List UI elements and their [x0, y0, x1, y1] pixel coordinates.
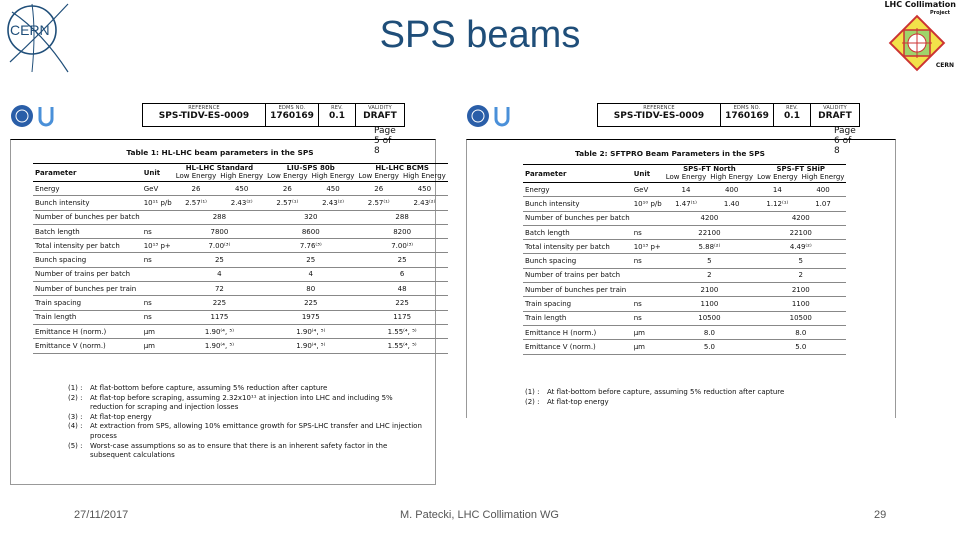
param-value: 1.55⁽⁴, ⁵⁾	[356, 339, 447, 353]
footnote-text: At flat-top energy	[547, 397, 609, 406]
param-value: 2	[755, 268, 846, 282]
table-row	[33, 239, 448, 253]
col-parameter: Parameter	[33, 164, 142, 182]
param-name: Emittance V (norm.)	[33, 339, 142, 353]
param-unit	[632, 268, 664, 282]
table-row	[33, 196, 448, 210]
footnote-text: At flat-bottom before capture, assuming 5% reduction after capture	[547, 388, 785, 396]
param-name: Total intensity per batch	[523, 240, 632, 254]
param-name: Bunch spacing	[33, 253, 142, 267]
param-value: 4	[174, 267, 265, 281]
param-unit: 10¹³ p+	[142, 239, 174, 253]
param-value: 400	[800, 183, 847, 197]
param-value: 4200	[755, 211, 846, 225]
table-row	[33, 339, 448, 353]
param-name: Emittance V (norm.)	[523, 340, 632, 354]
param-value: 1975	[265, 310, 356, 324]
footnote	[525, 398, 885, 408]
param-name: Number of trains per batch	[33, 267, 142, 281]
right-doc-page-number: Page 6 of 8	[834, 126, 856, 156]
slide-title: SPS beams	[379, 14, 581, 56]
param-value: 8600	[265, 224, 356, 238]
param-value: 25	[265, 253, 356, 267]
param-value: 450	[401, 182, 448, 196]
table-row	[33, 296, 448, 310]
param-name: Train length	[33, 310, 142, 324]
param-value: 26	[174, 182, 219, 196]
param-value: 48	[356, 282, 447, 296]
table-row	[33, 310, 448, 324]
param-value: 5.0	[664, 340, 755, 354]
col-high-energy: High Energy	[801, 173, 845, 181]
col-low-energy: Low Energy	[267, 172, 308, 180]
col-parameter: Parameter	[523, 165, 632, 183]
param-value: 1100	[755, 297, 846, 311]
col-group: SPS-FT North	[664, 165, 755, 174]
param-value: 450	[218, 182, 265, 196]
right-parameter-table	[523, 164, 846, 355]
table-row	[523, 311, 846, 325]
footnote-key: (4) :	[68, 422, 83, 431]
col-low-energy: Low Energy	[358, 172, 399, 180]
param-value: 1100	[664, 297, 755, 311]
param-value: 7.76⁽³⁾	[265, 239, 356, 253]
param-value: 7.00⁽³⁾	[174, 239, 265, 253]
footnote	[68, 422, 428, 441]
param-value: 4200	[664, 211, 755, 225]
footnote-key: (2) :	[525, 397, 540, 406]
footnote-text: At flat-bottom before capture, assuming 5% reduction after capture	[90, 384, 328, 392]
col-group: LIU-SPS 80b	[265, 164, 356, 173]
param-name: Batch length	[523, 225, 632, 239]
footnote	[68, 413, 428, 423]
footnote-text: At flat-top before scraping, assuming 2.32x10¹¹ at injection into LHC and including 5% reduction for scraping and injection losses	[90, 393, 393, 412]
lhc-cern-text: CERN	[935, 62, 954, 69]
param-value: 2.57⁽¹⁾	[174, 196, 219, 210]
param-unit	[632, 283, 664, 297]
param-name: Number of bunches per batch	[523, 211, 632, 225]
right-doc-cern-icon	[466, 103, 514, 129]
table-row	[523, 254, 846, 268]
left-doc-page-number: Page 5 of 8	[374, 126, 396, 156]
param-value: 320	[265, 210, 356, 224]
param-value: 400	[708, 183, 755, 197]
left-notes	[68, 384, 428, 461]
param-value: 5.0	[755, 340, 846, 354]
param-unit: 10¹³ p+	[632, 240, 664, 254]
table-row	[33, 282, 448, 296]
table-row	[523, 211, 846, 225]
param-unit: 10¹¹ p/b	[142, 196, 174, 210]
table-row	[523, 340, 846, 354]
param-value: 1.90⁽⁴, ⁵⁾	[265, 339, 356, 353]
param-name: Bunch spacing	[523, 254, 632, 268]
left-table-caption: Table 1: HL-LHC beam parameters in the SPS	[126, 148, 314, 157]
right-table-caption: Table 2: SFTPRO Beam Parameters in the SPS	[575, 149, 765, 158]
param-value: 25	[174, 253, 265, 267]
cern-logo-icon	[2, 2, 74, 74]
table-row	[33, 253, 448, 267]
col-group: HL-LHC Standard	[174, 164, 265, 173]
col-low-energy: Low Energy	[757, 173, 798, 181]
footnote-key: (2) :	[68, 393, 83, 402]
param-value: 22100	[755, 225, 846, 239]
param-unit: ns	[142, 310, 174, 324]
param-value: 450	[310, 182, 357, 196]
param-unit: ns	[142, 253, 174, 267]
footer-date: 27/11/2017	[74, 509, 129, 521]
col-high-energy: High Energy	[311, 172, 355, 180]
param-unit	[142, 210, 174, 224]
table-row	[523, 225, 846, 239]
param-value: 1.40	[708, 197, 755, 211]
table-row	[523, 197, 846, 211]
param-value: 2.57⁽¹⁾	[265, 196, 310, 210]
param-name: Batch length	[33, 224, 142, 238]
param-unit: µm	[142, 324, 174, 338]
table-row	[523, 183, 846, 197]
param-value: 5	[664, 254, 755, 268]
footnote-key: (1) :	[525, 388, 540, 396]
param-name: Total intensity per batch	[33, 239, 142, 253]
table-row	[523, 297, 846, 311]
param-value: 2100	[664, 283, 755, 297]
param-value: 2.57⁽¹⁾	[356, 196, 401, 210]
footnote-key: (1) :	[68, 384, 83, 392]
param-unit: GeV	[142, 182, 174, 196]
param-unit: µm	[632, 325, 664, 339]
param-value: 4.49⁽²⁾	[755, 240, 846, 254]
param-value: 1.47⁽¹⁾	[664, 197, 709, 211]
param-unit	[632, 211, 664, 225]
right-notes	[525, 388, 885, 407]
param-value: 2.43⁽²⁾	[218, 196, 265, 210]
param-unit	[142, 267, 174, 281]
param-unit: GeV	[632, 183, 664, 197]
param-name: Train spacing	[523, 297, 632, 311]
param-value: 5	[755, 254, 846, 268]
param-value: 5.88⁽²⁾	[664, 240, 755, 254]
col-high-energy: High Energy	[710, 173, 754, 181]
param-value: 2.43⁽²⁾	[310, 196, 357, 210]
lhc-collimation-logo-icon	[882, 12, 954, 84]
param-value: 225	[174, 296, 265, 310]
param-name: Number of bunches per train	[523, 283, 632, 297]
param-value: 25	[356, 253, 447, 267]
param-value: 14	[664, 183, 709, 197]
footnote	[68, 384, 428, 394]
param-unit: ns	[632, 311, 664, 325]
col-high-energy: High Energy	[402, 172, 446, 180]
param-value: 2.43⁽²⁾	[401, 196, 448, 210]
lhc-collimation-logo-text: LHC Collimation	[884, 0, 956, 9]
col-group: HL-LHC BCMS	[356, 164, 447, 173]
param-value: 10500	[664, 311, 755, 325]
footnote-key: (3) :	[68, 412, 83, 421]
param-value: 2100	[755, 283, 846, 297]
footnote	[525, 388, 885, 398]
param-value: 288	[356, 210, 447, 224]
footer-author: M. Patecki, LHC Collimation WG	[400, 509, 559, 521]
col-low-energy: Low Energy	[175, 172, 217, 180]
param-value: 1.55⁽⁴, ⁵⁾	[356, 324, 447, 338]
col-low-energy: Low Energy	[665, 173, 707, 181]
param-value: 8.0	[755, 325, 846, 339]
param-name: Energy	[523, 183, 632, 197]
param-name: Number of bunches per batch	[33, 210, 142, 224]
param-unit: µm	[142, 339, 174, 353]
param-name: Bunch intensity	[523, 197, 632, 211]
col-unit: Unit	[632, 165, 664, 183]
param-value: 1.90⁽⁴, ⁵⁾	[265, 324, 356, 338]
param-name: Number of trains per batch	[523, 268, 632, 282]
col-group: SPS-FT SHiP	[755, 165, 846, 174]
table-row	[33, 224, 448, 238]
left-doc-header: REFERENCE SPS-TIDV-ES-0009 EDMS NO. 1760169 REV. 0.1 VALIDITY DRAFT	[142, 103, 405, 127]
col-unit: Unit	[142, 164, 174, 182]
param-value: 7.00⁽³⁾	[356, 239, 447, 253]
svg-text:CERN: CERN	[10, 22, 50, 38]
param-value: 80	[265, 282, 356, 296]
param-unit: ns	[142, 224, 174, 238]
param-unit: ns	[632, 254, 664, 268]
param-value: 1.12⁽¹⁾	[755, 197, 800, 211]
footnote-text: At extraction from SPS, allowing 10% emittance growth for SPS-LHC transfer and LHC injection process	[90, 422, 422, 440]
param-value: 6	[356, 267, 447, 281]
param-unit: 10¹⁰ p/b	[632, 197, 664, 211]
table-row	[523, 240, 846, 254]
param-value: 14	[755, 183, 800, 197]
left-doc-cern-icon	[10, 103, 58, 129]
param-name: Train length	[523, 311, 632, 325]
param-value: 8200	[356, 224, 447, 238]
param-unit: µm	[632, 340, 664, 354]
footnote-key: (5) :	[68, 441, 83, 450]
param-value: 225	[265, 296, 356, 310]
param-unit: ns	[632, 297, 664, 311]
lhc-project-text: Project	[929, 10, 950, 16]
param-name: Energy	[33, 182, 142, 196]
param-unit: ns	[142, 296, 174, 310]
col-high-energy: High Energy	[220, 172, 264, 180]
table-row	[33, 267, 448, 281]
param-value: 1.07	[800, 197, 847, 211]
param-value: 1175	[356, 310, 447, 324]
param-unit	[142, 282, 174, 296]
footnote-text: At flat-top energy	[90, 412, 152, 421]
footer-page-number: 29	[874, 509, 887, 521]
param-value: 10500	[755, 311, 846, 325]
table-row	[523, 283, 846, 297]
param-value: 72	[174, 282, 265, 296]
footnote	[68, 394, 428, 413]
param-value: 8.0	[664, 325, 755, 339]
param-value: 1175	[174, 310, 265, 324]
param-value: 26	[265, 182, 310, 196]
table-row	[523, 325, 846, 339]
left-parameter-table	[33, 163, 448, 354]
param-value: 1.90⁽⁴, ⁵⁾	[174, 339, 265, 353]
param-name: Train spacing	[33, 296, 142, 310]
footnote	[68, 442, 428, 461]
param-name: Number of bunches per train	[33, 282, 142, 296]
param-value: 1.90⁽⁴, ⁵⁾	[174, 324, 265, 338]
param-value: 4	[265, 267, 356, 281]
param-value: 22100	[664, 225, 755, 239]
param-unit: ns	[632, 225, 664, 239]
param-name: Emittance H (norm.)	[33, 324, 142, 338]
param-name: Bunch intensity	[33, 196, 142, 210]
param-name: Emittance H (norm.)	[523, 325, 632, 339]
table-row	[33, 324, 448, 338]
param-value: 7800	[174, 224, 265, 238]
footnote-text: Worst-case assumptions so as to ensure that there is an inherent safety factor in the subsequent calculations	[90, 441, 388, 460]
right-doc-header: REFERENCE SPS-TIDV-ES-0009 EDMS NO. 1760169 REV. 0.1 VALIDITY DRAFT	[597, 103, 860, 127]
table-row	[523, 268, 846, 282]
param-value: 26	[356, 182, 401, 196]
param-value: 288	[174, 210, 265, 224]
param-value: 2	[664, 268, 755, 282]
table-row	[33, 210, 448, 224]
table-row	[33, 182, 448, 196]
param-value: 225	[356, 296, 447, 310]
